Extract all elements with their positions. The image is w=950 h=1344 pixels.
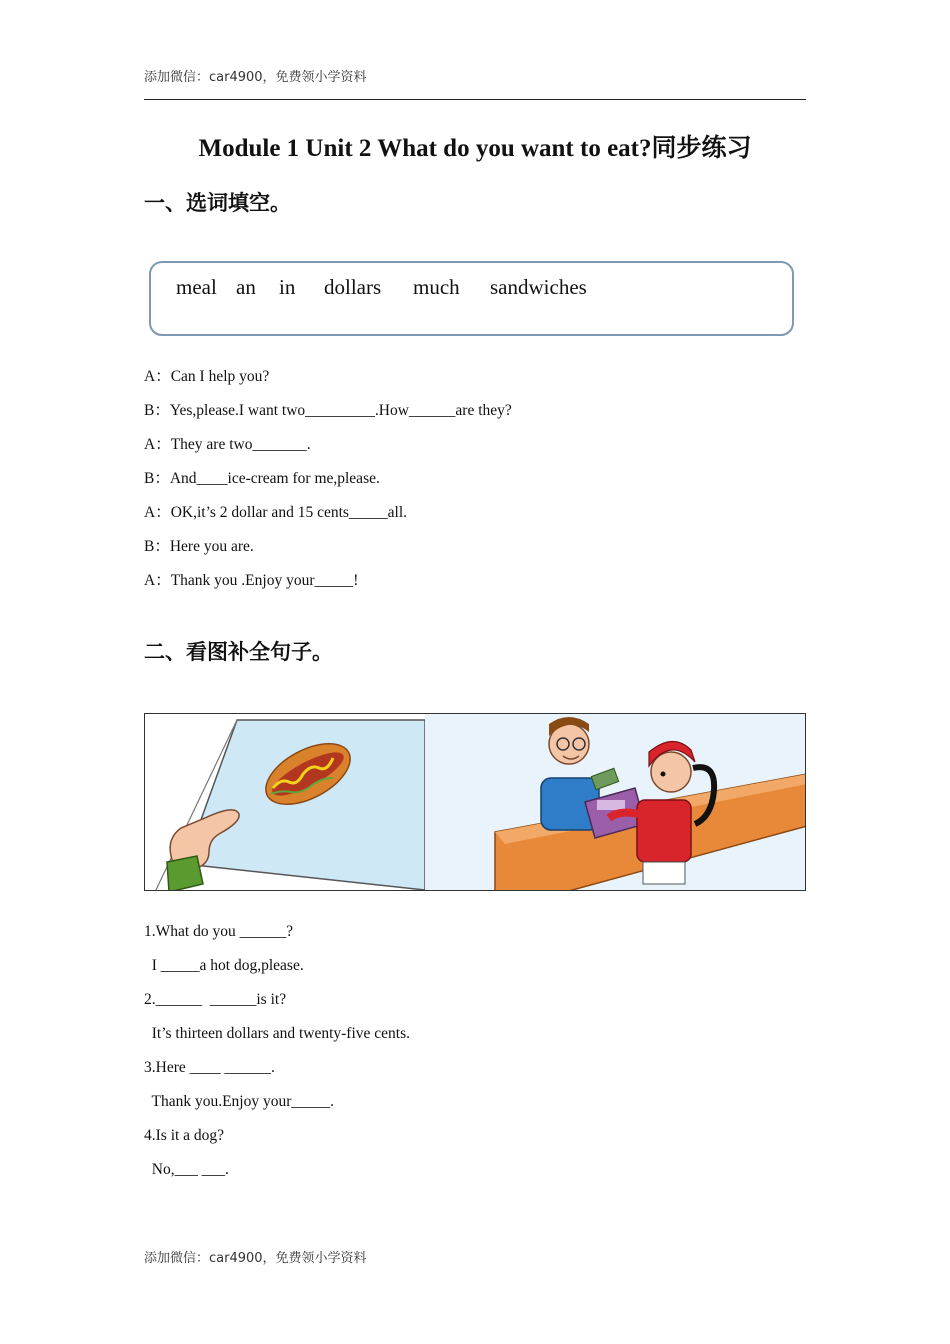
word-bank-item: dollars xyxy=(324,275,382,299)
word-bank-item: sandwiches xyxy=(490,275,587,299)
dialogue-line: A：Can I help you? xyxy=(144,368,270,385)
header-note: 添加微信：car4900，免费领小学资料 xyxy=(144,70,367,85)
exercise-line: I _____a hot dog,please. xyxy=(144,957,304,974)
exercise-line: No,___ ___. xyxy=(144,1161,229,1178)
footer-note: 添加微信：car4900，免费领小学资料 xyxy=(144,1251,367,1266)
illustration-svg xyxy=(145,714,806,891)
illustration-hotdog-shop xyxy=(144,713,806,891)
exercise-line: 2.______ ______is it? xyxy=(144,991,287,1008)
exercise-line: 1.What do you ______? xyxy=(144,923,293,940)
word-bank-item: an xyxy=(236,275,256,299)
exercise-line: 3.Here ____ ______. xyxy=(144,1059,275,1076)
header-divider xyxy=(144,99,806,100)
exercise-line: It’s thirteen dollars and twenty-five cents. xyxy=(144,1025,411,1042)
dialogue-line: B：And____ice-cream for me,please. xyxy=(144,470,380,487)
exercise-line: 4.Is it a dog? xyxy=(144,1127,225,1144)
word-bank-item: in xyxy=(279,275,296,299)
section2-heading: 二、看图补全句子。 xyxy=(144,639,333,664)
dialogue-line: B：Yes,please.I want two_________.How______are they? xyxy=(144,402,512,419)
dialogue-line: A：OK,it’s 2 dollar and 15 cents_____all. xyxy=(144,504,408,521)
dialogue-line: B：Here you are. xyxy=(144,538,254,555)
dialogue-line: A：They are two_______. xyxy=(144,436,311,453)
dialogue-line: A：Thank you .Enjoy your_____! xyxy=(144,572,359,589)
section1-heading: 一、选词填空。 xyxy=(144,190,291,215)
word-bank-item: much xyxy=(413,275,460,299)
word-bank-item: meal xyxy=(176,275,217,299)
exercise-line: Thank you.Enjoy your_____. xyxy=(144,1093,335,1110)
page-title: Module 1 Unit 2 What do you want to eat?同步练习 xyxy=(198,135,752,162)
